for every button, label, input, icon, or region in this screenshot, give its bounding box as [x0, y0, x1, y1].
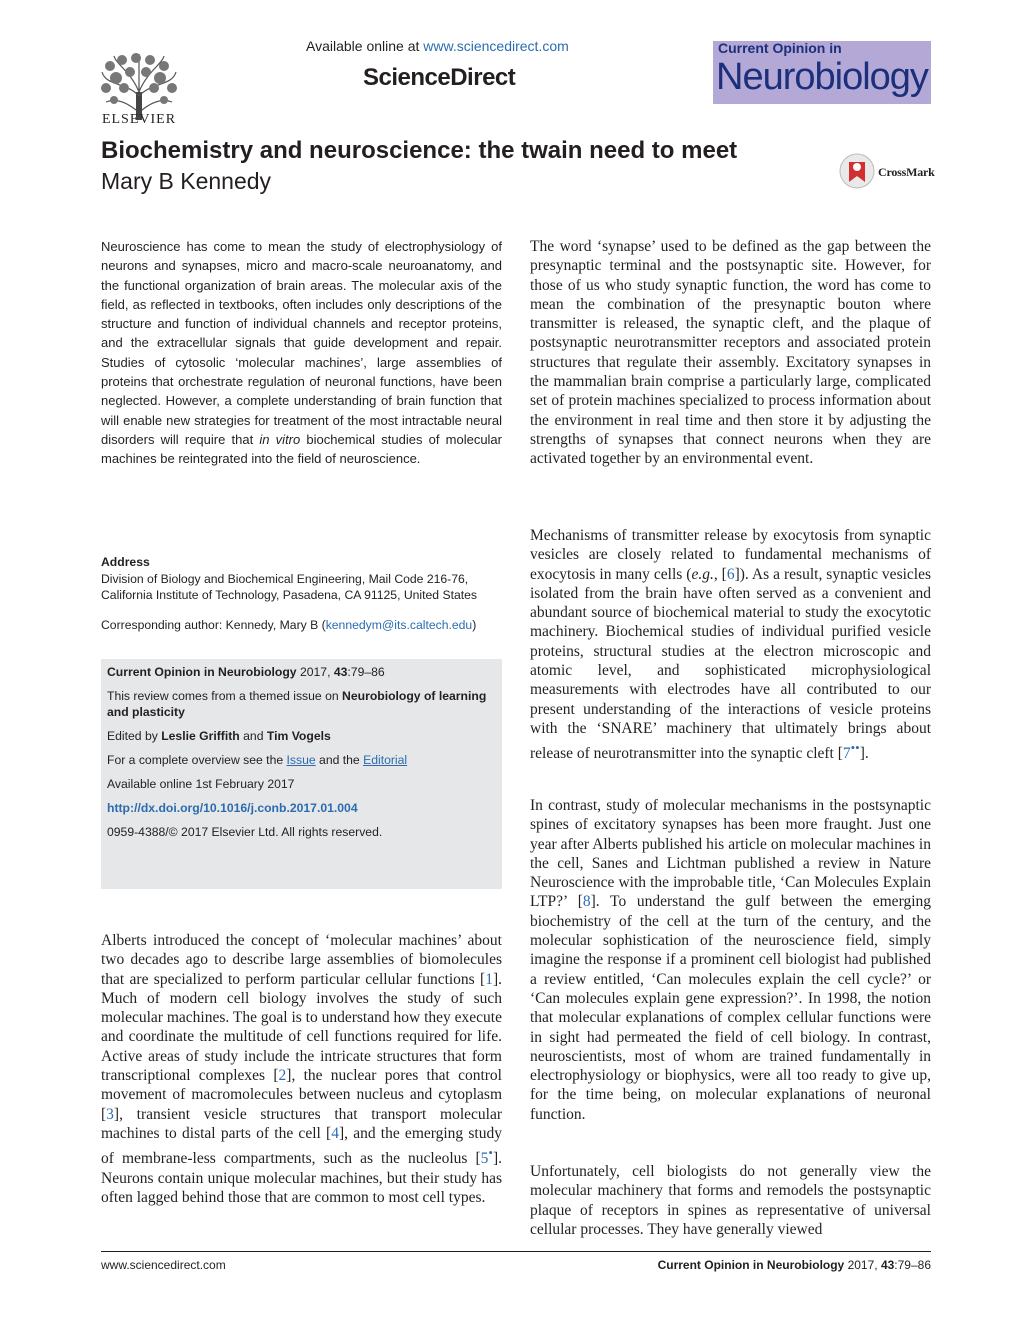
text: ], and the emerging study of membrane-less compartments, such as the nucleolus [ [101, 1124, 502, 1168]
ref-link[interactable]: 2 [278, 1067, 287, 1085]
sciencedirect-brand: ScienceDirect [363, 64, 516, 91]
ref-link[interactable] [842, 740, 860, 763]
info-editors [107, 728, 499, 744]
body-paragraph-right-2 [530, 526, 931, 764]
corresponding-author [101, 617, 502, 633]
ref-link[interactable]: 1 [485, 970, 493, 988]
crossmark-label: CrossMark [878, 165, 935, 179]
info-overview-prefix: For a complete overview see the [107, 753, 287, 767]
info-citation [107, 664, 499, 680]
footer-citation [646, 1258, 931, 1272]
info-editor-2: Tim Vogels [266, 729, 331, 743]
corr-suffix: ) [472, 618, 477, 632]
ref-link[interactable] [480, 1145, 493, 1168]
author-email-link[interactable]: kennedym@its.caltech.edu [325, 618, 473, 632]
address-block [101, 554, 502, 604]
abstract-text-1: Neuroscience has come to mean the study of electrophysiology of neurons and synapses, micro and macro-scale neuroanatomy, and the functional organization of brain areas. The molecular axis of the field, as reflected in textbooks, often includes only descriptions of the structure and function of individual channels and receptor proteins, and the extracellular signals that guide development and repair. Studies of cytosolic ‘molecular machines’, large assemblies of proteins that orchestrate regulation of neuronal functions, have been neglected. However, a complete understanding of brain function that will enable new strategies for treatment of the most intractable neural disorders will require that [101, 239, 502, 447]
text: ]. To understand the gulf between the emerging biochemistry of the cell at the turn of the century, and the molecular sophistication of the neuroscience field, simply imagine the response if a prominent cell biologist had published a review entitled, ‘Can molecules explain the cell cycle?’ or ‘Can molecules explain gene expression?’. In 1998, the notion that molecular explanations of complex cellular functions were in sight had permeated the field of cell biology. In contrast, neuroscientists, most of whom are trained fundamentally in electrophysiology or biophysics, were all too ready to give up, for the time being, on molecular explanations of neuronal function. [530, 893, 932, 1123]
text: ], the nuclear pores that control movement of macromolecules between nucleus and cytoplasm [ [101, 1067, 502, 1123]
body-paragraph-right-4 [530, 1162, 931, 1239]
article-title: Biochemistry and neuroscience: the twain need to meet [101, 137, 738, 164]
abstract [101, 237, 502, 469]
info-copyright: 0959-4388/© 2017 Elsevier Ltd. All rights reserved. [107, 825, 383, 839]
info-overview [107, 752, 499, 768]
text: In contrast, study of molecular mechanisms in the postsynaptic spines of excitatory synapses has been more fraught. Just one year after Alberts published his article on molecular machines in the cell, Sanes and Lichtman published a review in Nature Neuroscience with the improbable title, ‘Can Molecules Explain LTP?’ [ [530, 797, 931, 911]
text: ]. [859, 745, 869, 763]
info-edited-prefix: Edited by [107, 729, 162, 743]
address-line-2: California Institute of Technology, Pasadena, CA 91125, United States [101, 588, 478, 602]
info-editor-1: Leslie Griffith [161, 729, 240, 743]
info-theme-title: Neurobiology of learning and plasticity [107, 689, 487, 719]
article-author: Mary B Kennedy [101, 168, 272, 194]
abstract-italic: in vitro [259, 431, 301, 447]
text: ]). As a result, synaptic vesicles isolated from the brain have often served as a convenient and abundant source of biochemical material to study the exocytotic machinery. Biochemical studies of individual purified vesicle proteins, structural studies at the electron microscopic and atomic level, and sophisticated microphysiological measurements with electrodes have all contributed to our present understanding of the interactions of vesicle proteins with the ‘SNARE’ machinery that ultimately brings about release of neurotransmitter into the synaptic cleft [ [530, 565, 932, 763]
publisher-name: ELSEVIER [101, 112, 177, 127]
ref-number: 5 [480, 1150, 489, 1168]
body-paragraph-right-1 [530, 237, 931, 469]
text: ]. Much of modern cell biology involves the study of such molecular machines. The goal is to understand how they execute and coordinate the multitude of cell functions required for life. Active areas of study include the intricate structures that form transcriptional complexes [ [101, 970, 502, 1085]
doi-link[interactable]: http://dx.doi.org/10.1016/j.conb.2017.01.004 [107, 801, 358, 815]
address-line-1: Division of Biology and Biochemical Engineering, Mail Code 216-76, [101, 571, 469, 586]
footer-journal: Current Opinion in Neurobiology [657, 1258, 845, 1272]
info-overview-and: and the [315, 753, 364, 767]
footer-url[interactable]: www.sciencedirect.com [101, 1258, 226, 1272]
info-pages: :79–86 [347, 665, 385, 679]
footer-volume: 43 [880, 1258, 895, 1272]
text: Alberts introduced the concept of ‘molecular machines’ about two decades ago to describe large assemblies of biomolecules that are specialized to perform particular cellular functions [ [101, 932, 502, 988]
ref-marker: • [488, 1145, 493, 1161]
body-paragraph-left [101, 931, 502, 1207]
corr-prefix: Corresponding author: Kennedy, Mary B ( [101, 618, 326, 632]
text: Unfortunately, cell biologists do not generally view the molecular machinery that forms and remodels the postsynaptic plaque of receptors in spines as representative of universal cellular processes. They have generally viewed [530, 1163, 931, 1238]
info-theme [107, 688, 499, 720]
ref-link[interactable]: 3 [106, 1105, 114, 1123]
info-theme-prefix: This review comes from a themed issue on [107, 689, 343, 703]
editorial-link[interactable]: Editorial [363, 753, 408, 767]
info-volume: 43 [333, 665, 348, 679]
article-info-content [107, 664, 499, 848]
journal-banner-title: Neurobiology [716, 56, 928, 98]
footer-divider [101, 1251, 931, 1252]
ref-link[interactable]: 8 [582, 893, 591, 911]
available-prefix: Available online at [306, 38, 424, 54]
ref-link[interactable]: 6 [726, 565, 735, 583]
info-journal: Current Opinion in Neurobiology [107, 665, 297, 679]
info-year: 2017, [296, 665, 334, 679]
text: The word ‘synapse’ used to be defined as the gap between the presynaptic terminal and the postsynaptic site. However, for those of us who study synaptic function, the word has come to mean the combination of the presynaptic bouton where transmitter is released, the synaptic cleft, and the plaque of postsynaptic neurotransmitter receptors and associated protein structures that regulate their assembly. Excitatory synapses in the mammalian brain comprise a particularly large, complicated set of protein machines specialized to process information about the environment in real time and then store it by adjusting the strengths of synapses that connect neurons when they are activated together by an environmental event. [530, 238, 931, 468]
footer-pages: :79–86 [894, 1258, 931, 1272]
text: Mechanisms of transmitter release by exocytosis from synaptic vesicles are closely related to fundamental mechanisms of exocytosis in many cells ( [530, 527, 931, 583]
text: , [ [713, 565, 727, 583]
info-and: and [239, 729, 267, 743]
issue-link[interactable]: Issue [286, 753, 316, 767]
journal-banner-small: Current Opinion in [718, 40, 842, 56]
sciencedirect-link[interactable]: www.sciencedirect.com [423, 38, 569, 54]
text: ]. Neurons contain unique molecular machines, but their study has often lagged behind those that are common to most cell types. [101, 1150, 502, 1207]
text-italic: e.g. [691, 565, 714, 583]
ref-marker: •• [850, 740, 860, 756]
text: ], transient vesicle structures that transport molecular machines to distal parts of the cell [ [101, 1105, 502, 1142]
footer-year: 2017, [844, 1258, 881, 1272]
body-paragraph-right-3 [530, 796, 931, 1124]
ref-number: 7 [842, 745, 851, 763]
abstract-text-2: biochemical studies of molecular machines be reintegrated into the field of neuroscience. [101, 431, 502, 467]
available-online-line [306, 38, 569, 54]
address-heading: Address [101, 555, 150, 569]
info-available: Available online 1st February 2017 [107, 777, 295, 791]
ref-link[interactable]: 4 [331, 1124, 339, 1142]
